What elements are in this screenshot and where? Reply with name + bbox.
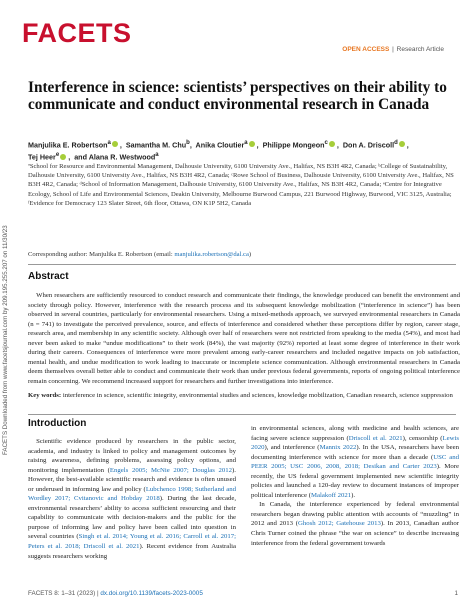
divider: [28, 414, 456, 415]
abstract-text: When researchers are sufficiently resourced to conduct research and communicate their findings, the knowledge produced can benefit the environment and society through policy. However, interference with the research process and its subsequent knowledge mobilization (“interference in science”) has been observed in several countries, particularly for environmental researchers. Using a mixed-methods approach, we surveyed environmental researchers in Canada (n = 741) to investigate the perceived prevalence, source, and effects of interference and considered whether these perceptions differ by region, career stage, research area, and membership in any scientific society. Although over half of researchers were not restricted from speaking to the media (54%), and most had never been asked to make “undue modifications” to their work (84%), the vast majority (92%) reported at least some degree of interference in their work during their careers. Consequences of interference were more prevalent among early-career researchers and included negative impacts on job satisfaction, mental health, and undue modification to work leading to inaccurate or incomplete science communication. Although environmental researchers in Canada deem themselves overall better able to conduct and communicate their work than under previous federal governments, reports of ongoing political interference remain concerning. We recommend increased support for researchers and further investigations into interference.: [28, 292, 460, 385]
corresponding-close: ): [248, 251, 252, 258]
corresponding-label: Corresponding author: Manjulika E. Robertson (email:: [28, 251, 175, 258]
author-name[interactable]: and Alana R. Westwood: [74, 152, 156, 162]
author-sup: c: [324, 140, 328, 146]
text-run: ).: [351, 491, 356, 499]
citation-link[interactable]: Malakoff 2021: [310, 491, 352, 499]
intro-paragraph: [251, 500, 459, 548]
intro-paragraph: [251, 424, 459, 500]
orcid-icon[interactable]: [329, 141, 335, 147]
citation-link[interactable]: Mannix 2022: [319, 444, 357, 452]
author-line-1: Manjulika E. Robertson$^a$ , Samantha M. Chu$^b$, Anika Cloutier$^a$ , Philippe Mongeon$^c$ , Don A. Driscoll$^d$ ,: [28, 140, 409, 150]
text-run: ), and interference (: [264, 444, 320, 452]
keywords-text: interference in science, scientific integrity, environmental studies and sciences, knowledge mobilization, Canadian research, science suppression: [62, 392, 453, 399]
doi-link[interactable]: dx.doi.org/10.1139/facets-2023-0005: [100, 590, 203, 597]
orcid-icon[interactable]: [112, 141, 118, 147]
text-run: in environmental sciences, along with medicine and health sciences, are facing severe science suppression (: [251, 425, 459, 442]
article-title: Interference in science: scientists’ perspectives on their ability to communicate and conduct environmental research in Canada: [28, 79, 447, 113]
intro-left-column: [28, 437, 236, 561]
introduction-heading: Introduction: [28, 418, 87, 429]
author-sup: d: [394, 140, 398, 146]
text-run: ). In 2013, Canadian author Chris Turner coined the phrase “the war on science” to describe increasing interference from the federal government towards: [251, 520, 459, 547]
citation-link[interactable]: Engels 2005; McNie 2007; Douglas 2012: [109, 466, 233, 474]
citation-link[interactable]: Singh et al. 2014; Young et al. 2016; Carroll et al. 2017; Peters et al. 2018; Driscoll et al. 2021: [28, 533, 236, 551]
author-sup: e: [55, 152, 60, 159]
abstract-heading: Abstract: [28, 271, 69, 282]
text-run: ). Recent evidence from Australia suggests researchers working: [28, 543, 236, 560]
author-sup: b: [186, 140, 190, 146]
open-access-label: OPEN ACCESS: [342, 46, 390, 53]
author-name[interactable]: Manjulika E. Robertson: [28, 140, 108, 150]
article-badge: [342, 46, 444, 53]
author-name[interactable]: Don A. Driscoll: [342, 140, 395, 150]
author-name[interactable]: Anika Cloutier: [195, 140, 245, 150]
text-run: Scientific evidence produced by researchers in the public sector, academia, and industry is linked to policy and management outcomes by raising awareness, defining problems, assessing policy options, and monitoring implementation (: [28, 438, 236, 474]
author-sup: a: [155, 152, 159, 159]
text-run: ). More recently, the US federal government implemented new scientific integrity policies and launched a 120-day review to document instances of improper political interference (: [251, 463, 459, 499]
footer-volume: 8: 1–31 (2023): [54, 590, 96, 597]
corresponding-email-link[interactable]: manjulika.robertson@dal.ca: [174, 251, 249, 258]
affiliations: ªSchool for Resource and Environmental Management, Dalhousie University, 6100 University Ave., Halifax, NS B3H 4R2, Canada; ᵇCollege of Sustainability, Dalhousie University, 6100 University Ave., Halifax, NS B3H 4R2, Canada; ᶜRowe School of Business, Dalhousie University, 6100 University Ave., Halifax, NS B3H 4R2, Canada; ᵈSchool of Information Management, Dalhousie University, 6100 University Ave., Halifax, NS B3H 4R2, Canada; ᵉCentre for Integrative Ecology, School of Life and Environmental Sciences, Deakin University, Melbourne Burwood Campus, 221 Burwood Highway, Burwood, VIC 3125, Australia; ᶠEvidence for Democracy 123 Slater Street, 6th floor, Ottawa, ON K1P 5H2, Canada: [28, 163, 454, 207]
text-run: ). During the last decade, environmental researchers’ ability to access sufficient resourcing and their capability to communicate with decision-makers and the public for the purpose of informing law and policy have been called into question in several countries (: [28, 495, 237, 541]
citation-link[interactable]: Lubchenco 1998; Sutherland and Wordley 2017; Cvitanovic and Hobday 2018: [28, 485, 236, 503]
author-name[interactable]: Tej Heer: [28, 152, 56, 162]
author-sup: a: [107, 140, 111, 146]
badge-separator: |: [392, 46, 394, 53]
author-sup: a: [244, 140, 248, 146]
divider: [28, 264, 456, 265]
intro-paragraph: [28, 437, 236, 561]
text-run: ), censorship (: [402, 434, 443, 442]
citation-link[interactable]: Driscoll et al. 2021: [348, 434, 403, 442]
orcid-icon[interactable]: [399, 141, 405, 147]
author-name[interactable]: Samantha M. Chu: [125, 140, 187, 150]
text-run: In Canada, the interference experienced by federal environmental researchers began drawing public attention with accounts of “muzzling” in 2012 and 2013 (: [251, 501, 459, 528]
journal-logo: FACETS: [22, 18, 132, 48]
article-type-label: Research Article: [396, 46, 444, 53]
text-run: ). In the USA, researchers have been documenting interference with science for more than a decade (: [251, 444, 460, 461]
author-name[interactable]: Philippe Mongeon: [262, 140, 325, 150]
page-number: 1: [454, 590, 458, 597]
footer-journal: FACETS: [28, 590, 53, 597]
page-footer: [28, 590, 458, 597]
footer-separator: |: [96, 590, 99, 597]
intro-right-column: [251, 424, 459, 548]
citation-link[interactable]: USC and PEER 2005; USC 2006, 2008, 2018; Desikan and Carter 2023: [251, 453, 459, 471]
corresponding-author: [28, 251, 460, 258]
orcid-icon[interactable]: [60, 154, 66, 160]
orcid-icon[interactable]: [249, 141, 255, 147]
keywords: [28, 391, 460, 401]
keywords-label: Key words:: [28, 392, 62, 399]
author-list: [28, 138, 458, 163]
download-sidebar-text: FACETS Downloaded from www.facetsjournal.com by 209.195.255.207 on 11/30/23: [2, 225, 9, 455]
citation-link[interactable]: Lewis 2020: [251, 434, 459, 452]
text-run: ). However, the best-available scientific research and evidence is often unused or underused in informing law and policy (: [28, 466, 236, 493]
citation-link[interactable]: Ghosh 2012; Gatehouse 2013: [297, 520, 381, 528]
author-line-2: Tej Heer$^e$ , and Alana R. Westwood$^a$: [28, 152, 159, 162]
